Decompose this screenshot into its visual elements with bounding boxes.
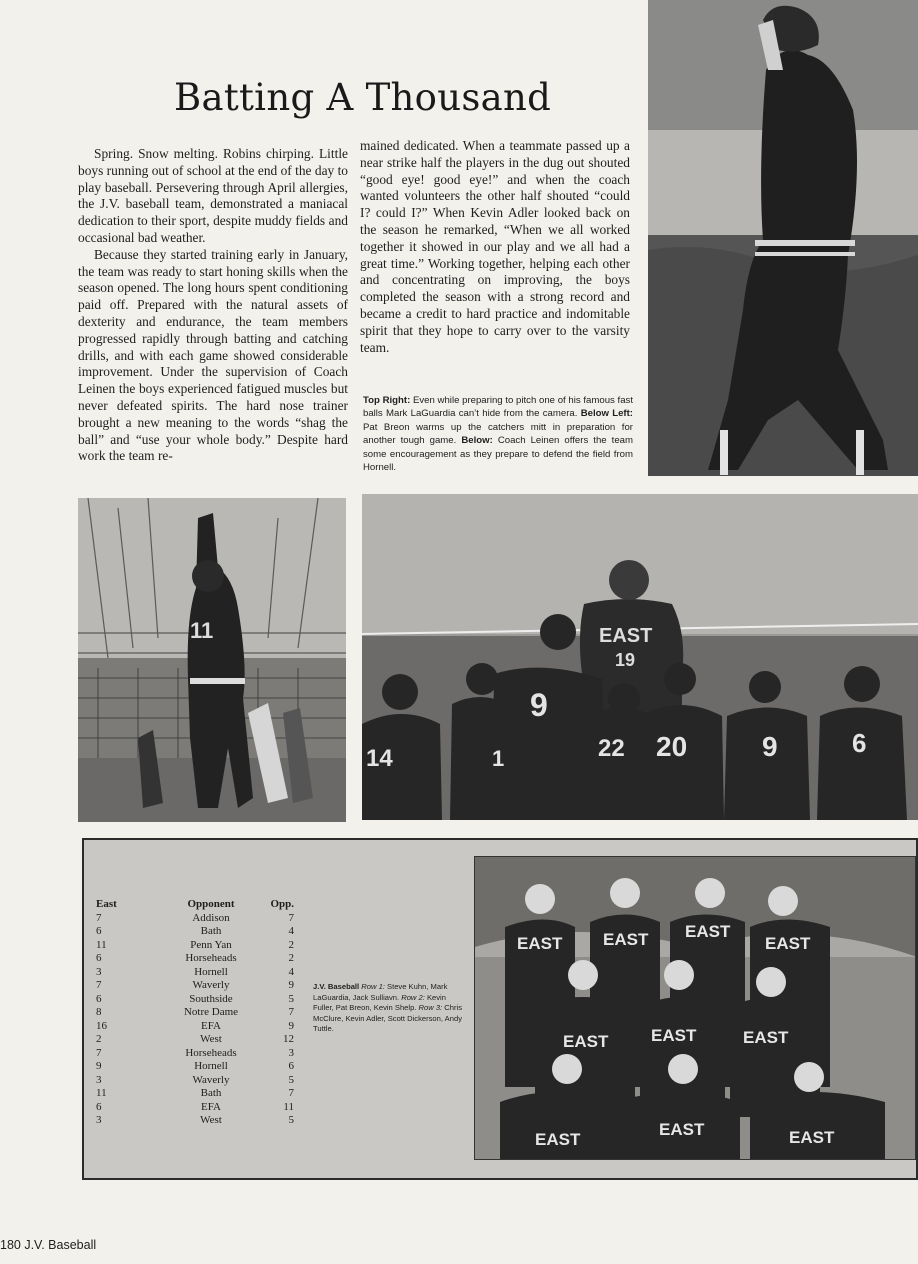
roster-jersey-word: EAST [603, 930, 649, 949]
roster-row-label: Row 3: [418, 1003, 443, 1013]
player-jersey-number: 22 [598, 735, 625, 762]
east-score: 7 [96, 911, 102, 924]
east-score: 6 [96, 925, 102, 937]
opponent-score: 5 [288, 1114, 294, 1126]
opponent-name: Notre Dame [183, 1006, 239, 1018]
opponent-score: 5 [288, 992, 294, 1005]
roster-jersey-word: EAST [651, 1026, 697, 1045]
roster-row-label: Row 2: [401, 992, 425, 1002]
roster-jersey-word: EAST [743, 1028, 789, 1047]
opponent-score: 4 [288, 925, 294, 937]
opponent-name: Horseheads [185, 952, 237, 964]
east-score: 3 [96, 1114, 102, 1126]
east-score: 3 [96, 965, 102, 978]
caption-text: Pat Breon warms up the catchers mitt in preparation for another tough game. [363, 421, 633, 447]
coach-jersey-number: 19 [615, 650, 636, 670]
opponent-score: 2 [288, 938, 294, 951]
east-score: 11 [96, 1087, 107, 1099]
opponent-score: 7 [288, 1006, 294, 1018]
article-paragraph: Spring. Snow melting. Robins chirping. Little boys running out of school at the end of the day to play baseball. Persevering through April allergies, the J.V. baseball team, demonstrated a maniacal dedication to their sport, despite muddy fields and occasional bad weather. [78, 146, 348, 245]
player-jersey-number: 9 [762, 731, 778, 762]
opponent-name: Addison [192, 911, 230, 924]
opponent-name: Bath [200, 925, 222, 937]
roster-row-label: Row 1: [361, 982, 385, 991]
roster-row-names: Steve Kuhn, Mark LaGuardia, Jack Sulliavn. [313, 982, 448, 1002]
coach-team-photo [362, 494, 918, 820]
caption-label: Below: [461, 435, 493, 447]
opponent-score: 5 [288, 1073, 294, 1086]
opponent-name: EFA [201, 1019, 221, 1032]
article-paragraph: mained dedicated. When a teammate passed up a near strike half the players in the dug out shouted “good eye! good eye!” and when the coach wanted volunteers the other half shouted “could I? could I?” When Kevin Adler looked back on the season he remarked, “When we all worked together it showed in our play and we all had a great time.” Working together, helping each other and concentrating on improving, the boys completed the season with a strong record and became a credit to hard practice and indomitable spirit that they hope to carry over to the varsity team. [360, 138, 630, 355]
east-score: 9 [96, 1060, 102, 1072]
opponent-name: EFA [201, 1100, 221, 1113]
caption-label: Below Left: [580, 408, 633, 420]
player-jersey-number: 6 [852, 728, 867, 758]
roster-jersey-word: EAST [685, 922, 731, 941]
east-score: 7 [96, 979, 102, 991]
opponent-score: 7 [288, 1087, 294, 1099]
roster-jersey-word: EAST [517, 934, 563, 953]
opponent-name: Southside [189, 992, 233, 1005]
roster-jersey-word: EAST [789, 1128, 835, 1147]
player-jersey-number: 9 [530, 687, 548, 723]
roster-row-names: Chris McClure, Kevin Adler, Scott Dickerson, Andy Tuttle. [313, 1003, 463, 1034]
catcher-jersey-number: 11 [190, 618, 214, 643]
photo-caption [363, 394, 633, 474]
catcher-photo [78, 498, 346, 822]
opponent-name: Hornell [194, 965, 228, 978]
opponent-score: 2 [288, 952, 294, 964]
east-score: 6 [96, 992, 102, 1005]
roster-caption [313, 982, 463, 1035]
player-jersey-number: 1 [492, 746, 505, 771]
article-column-1 [78, 146, 348, 465]
opponent-name: Waverly [192, 1073, 230, 1086]
east-score: 16 [96, 1019, 107, 1032]
article-paragraph: Because they started training early in January, the team was ready to start honing skills when the season opened. The long hours spent conditioning paid off. Prepared with the natural assets of dexterity and endurance, the team members progressed rapidly through batting and catching drills, and with each game showed considerable improvement. Under the supervision of Coach Leinen the boys experienced fatigued muscles but never defeated spirits. The hard nose trainer brought a new meaning to the words “shag the ball” and “use your whole body.” Despite hard work the team re- [78, 246, 348, 464]
opponent-score: 7 [288, 911, 294, 924]
caption-text: Coach Leinen offers the team some encouragement as they prepare to defend the field from Hornell. [363, 435, 633, 474]
roster-jersey-word: EAST [659, 1120, 705, 1139]
roster-row-names: Kevin Fuller, Pat Breon, Kevin Shelp. [313, 992, 446, 1013]
opponent-score: 6 [288, 1060, 294, 1072]
opponent-name: Hornell [194, 1060, 228, 1072]
east-score: 8 [96, 1006, 102, 1018]
article-column-2 [360, 138, 630, 356]
caption-label: Top Right: [363, 395, 411, 406]
player-jersey-number: 14 [366, 745, 393, 772]
opponent-name: West [200, 1114, 222, 1126]
east-score: 6 [96, 952, 102, 964]
opponent-score: 12 [283, 1033, 294, 1045]
opponent-score: 11 [283, 1100, 294, 1113]
opponent-name: Penn Yan [190, 938, 232, 951]
opponent-name: Waverly [192, 979, 230, 991]
east-score: 2 [96, 1033, 102, 1045]
team-roster-photo [474, 856, 916, 1160]
roster-jersey-word: EAST [765, 934, 811, 953]
roster-jersey-word: EAST [563, 1032, 609, 1051]
opponent-name: Horseheads [185, 1046, 237, 1059]
caption-text: Even while preparing to pitch one of his famous fast balls Mark LaGuardia can’t hide from the camera. [363, 395, 633, 420]
opponent-score: 9 [288, 1019, 294, 1032]
pitcher-photo [648, 0, 918, 476]
east-score: 7 [96, 1046, 102, 1059]
coach-jersey-word: EAST [599, 625, 653, 647]
page-folio: 180 J.V. Baseball [0, 1238, 97, 1252]
opponent-score: 9 [288, 979, 294, 991]
opponent-name: West [200, 1033, 222, 1045]
east-score: 3 [96, 1073, 102, 1086]
opponent-score: 4 [288, 965, 294, 978]
roster-jersey-word: EAST [535, 1130, 581, 1149]
east-score: 6 [96, 1100, 102, 1113]
opponent-name: Bath [200, 1087, 222, 1099]
column-header-east: East [96, 898, 117, 910]
opponent-score: 3 [288, 1046, 294, 1059]
column-header-opponent: Opponent [187, 898, 235, 910]
column-header-opp: Opp. [270, 898, 294, 910]
player-jersey-number: 20 [656, 731, 688, 762]
page-title: Batting A Thousand [174, 76, 552, 119]
roster-caption-label: J.V. Baseball [313, 982, 360, 991]
east-score: 11 [96, 938, 107, 951]
